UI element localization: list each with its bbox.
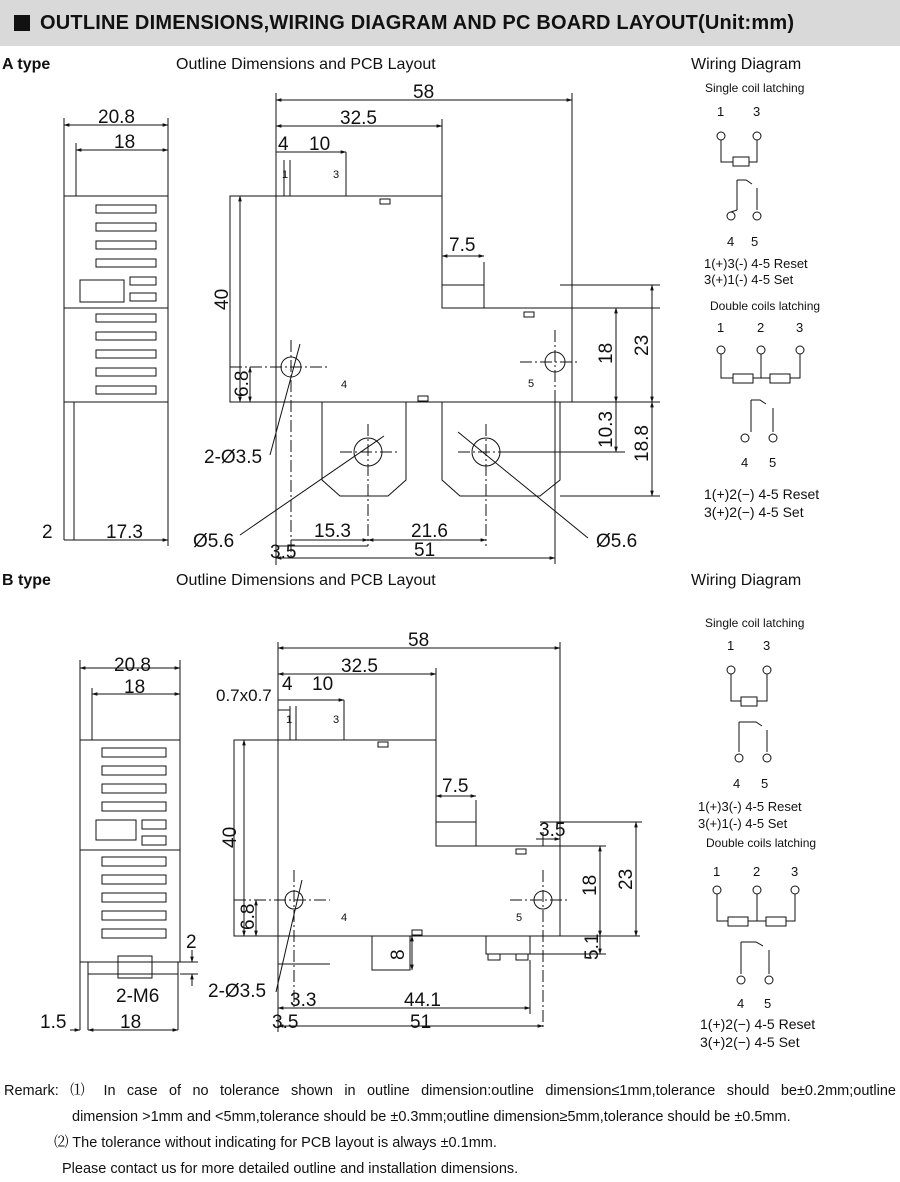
b-pin-1: 1	[286, 714, 293, 726]
b-double-n2: 2	[753, 864, 761, 879]
a-type-label: A type	[2, 56, 51, 73]
a-single-n4: 4	[727, 234, 735, 249]
b-pin-3: 3	[333, 714, 340, 726]
b-dim-0-7: 0.7x0.7	[216, 686, 272, 705]
a-wiring-single	[717, 132, 761, 220]
b-dim-18: 18	[124, 677, 146, 698]
b-single-n5: 5	[761, 776, 769, 791]
a-dim-18v: 18	[596, 342, 617, 364]
b-dim-3-5: 3.5	[272, 1012, 299, 1033]
remark-line-4: Please contact us for more detailed outline and installation dimensions.	[62, 1161, 519, 1177]
a-dim-4: 4	[278, 134, 289, 155]
a-pin-3: 3	[333, 169, 340, 181]
b-double-n4: 4	[737, 996, 745, 1011]
b-pin-4: 4	[341, 912, 348, 924]
b-pin-5: 5	[516, 912, 523, 924]
b-dim-4: 4	[282, 674, 293, 695]
a-dim-17-3: 17.3	[106, 522, 143, 543]
b-dim-2: 2	[186, 932, 197, 953]
a-pin-4: 4	[341, 379, 348, 391]
remark-line-1: Remark: ⑴ In case of no tolerance shown in outline dimension:outline dimension≤1mm,tolerance should be±0.2mm;outline	[4, 1083, 896, 1099]
b-dim-10: 10	[312, 674, 334, 695]
a-dim-6-8: 6.8	[232, 370, 253, 397]
a-dim-40: 40	[212, 288, 233, 310]
a-dim-18-8: 18.8	[632, 425, 653, 462]
a-double-n1: 1	[717, 320, 725, 335]
b-single-n1: 1	[727, 638, 735, 653]
b-main-view	[234, 642, 642, 1032]
b-single-reset: 1(+)3(-) 4-5 Reset	[698, 799, 802, 814]
a-double-n3: 3	[796, 320, 804, 335]
a-wiring-double	[717, 346, 804, 442]
b-single-n3: 3	[763, 638, 771, 653]
b-dim-5-1: 5.1	[582, 933, 603, 960]
remark-line-2: dimension >1mm and <5mm,tolerance should be ±0.3mm;outline dimension≥5mm,tolerance should be ±0.5mm.	[72, 1109, 791, 1125]
a-outline-title: Outline Dimensions and PCB Layout	[176, 56, 436, 73]
b-wiring-title: Wiring Diagram	[691, 572, 802, 589]
a-pin-1: 1	[282, 169, 289, 181]
a-dim-10: 10	[309, 134, 331, 155]
a-pin-5: 5	[528, 378, 535, 390]
a-single-n1: 1	[717, 104, 725, 119]
a-hole-label: 2-Ø3.5	[204, 447, 263, 468]
remarks	[4, 1078, 896, 1182]
b-double-coil-title: Double coils latching	[706, 836, 817, 850]
b-double-n5: 5	[764, 996, 772, 1011]
a-single-coil-title: Single coil latching	[705, 81, 805, 95]
b-dim-40: 40	[220, 826, 241, 848]
b-dim-20-8: 20.8	[114, 655, 151, 676]
a-big-hole-left: Ø5.6	[193, 531, 235, 552]
a-double-n5: 5	[769, 455, 777, 470]
header-title: OUTLINE DIMENSIONS,WIRING DIAGRAM AND PC BOARD LAYOUT(Unit:mm)	[40, 11, 795, 34]
a-side-view	[64, 118, 168, 546]
a-dim-10-3: 10.3	[596, 411, 617, 448]
a-dim-15-3: 15.3	[314, 521, 351, 542]
b-dim-18v: 18	[580, 874, 601, 896]
b-double-set: 3(+)2(−) 4-5 Set	[700, 1034, 800, 1050]
b-double-n1: 1	[713, 864, 721, 879]
b-dim-6-8: 6.8	[238, 903, 259, 930]
b-single-coil-title: Single coil latching	[705, 616, 805, 630]
a-dim-21-6: 21.6	[411, 521, 448, 542]
a-main-view	[230, 93, 660, 565]
b-dim-8: 8	[388, 949, 409, 960]
b-outline-title: Outline Dimensions and PCB Layout	[176, 572, 436, 589]
a-dim-20-8: 20.8	[98, 107, 135, 128]
b-dim-44-1: 44.1	[404, 990, 441, 1011]
a-single-set: 3(+)1(-) 4-5 Set	[704, 272, 794, 287]
b-single-n4: 4	[733, 776, 741, 791]
b-dim-23: 23	[616, 868, 637, 890]
b-dim-3-5-right: 3.5	[539, 820, 566, 841]
b-wiring-double	[713, 886, 799, 984]
a-double-reset: 1(+)2(−) 4-5 Reset	[704, 486, 820, 502]
b-dim-2-m6: 2-M6	[116, 986, 160, 1007]
a-big-hole-right: Ø5.6	[596, 531, 638, 552]
b-dim-51: 51	[410, 1012, 432, 1033]
b-double-reset: 1(+)2(−) 4-5 Reset	[700, 1016, 816, 1032]
b-type-label: B type	[2, 572, 51, 589]
remark-line-3: ⑵ The tolerance without indicating for PCB layout is always ±0.1mm.	[54, 1135, 497, 1151]
a-double-n2: 2	[757, 320, 765, 335]
b-dim-7-5: 7.5	[442, 776, 469, 797]
b-dim-18-bottom: 18	[120, 1012, 142, 1033]
b-dim-1-5: 1.5	[40, 1012, 67, 1033]
a-dim-23: 23	[632, 334, 653, 356]
a-dim-18: 18	[114, 132, 136, 153]
b-wiring-single	[727, 666, 771, 762]
a-wiring-title: Wiring Diagram	[691, 56, 802, 73]
a-single-reset: 1(+)3(-) 4-5 Reset	[704, 256, 808, 271]
b-dim-58: 58	[408, 630, 430, 651]
b-dim-3-3: 3.3	[290, 990, 317, 1011]
b-hole-label: 2-Ø3.5	[208, 981, 267, 1002]
a-dim-2: 2	[42, 522, 53, 543]
a-dim-7-5: 7.5	[449, 235, 476, 256]
a-dim-3-5: 3.5	[270, 542, 297, 563]
b-side-view	[70, 660, 198, 1030]
a-single-n5: 5	[751, 234, 759, 249]
a-double-n4: 4	[741, 455, 749, 470]
a-double-set: 3(+)2(−) 4-5 Set	[704, 504, 804, 520]
a-single-n3: 3	[753, 104, 761, 119]
a-double-coil-title: Double coils latching	[710, 299, 821, 313]
a-dim-32-5: 32.5	[340, 108, 377, 129]
b-dim-32-5: 32.5	[341, 656, 378, 677]
b-single-set: 3(+)1(-) 4-5 Set	[698, 816, 788, 831]
a-dim-51: 51	[414, 540, 436, 561]
b-double-n3: 3	[791, 864, 799, 879]
a-dim-58: 58	[413, 82, 435, 103]
